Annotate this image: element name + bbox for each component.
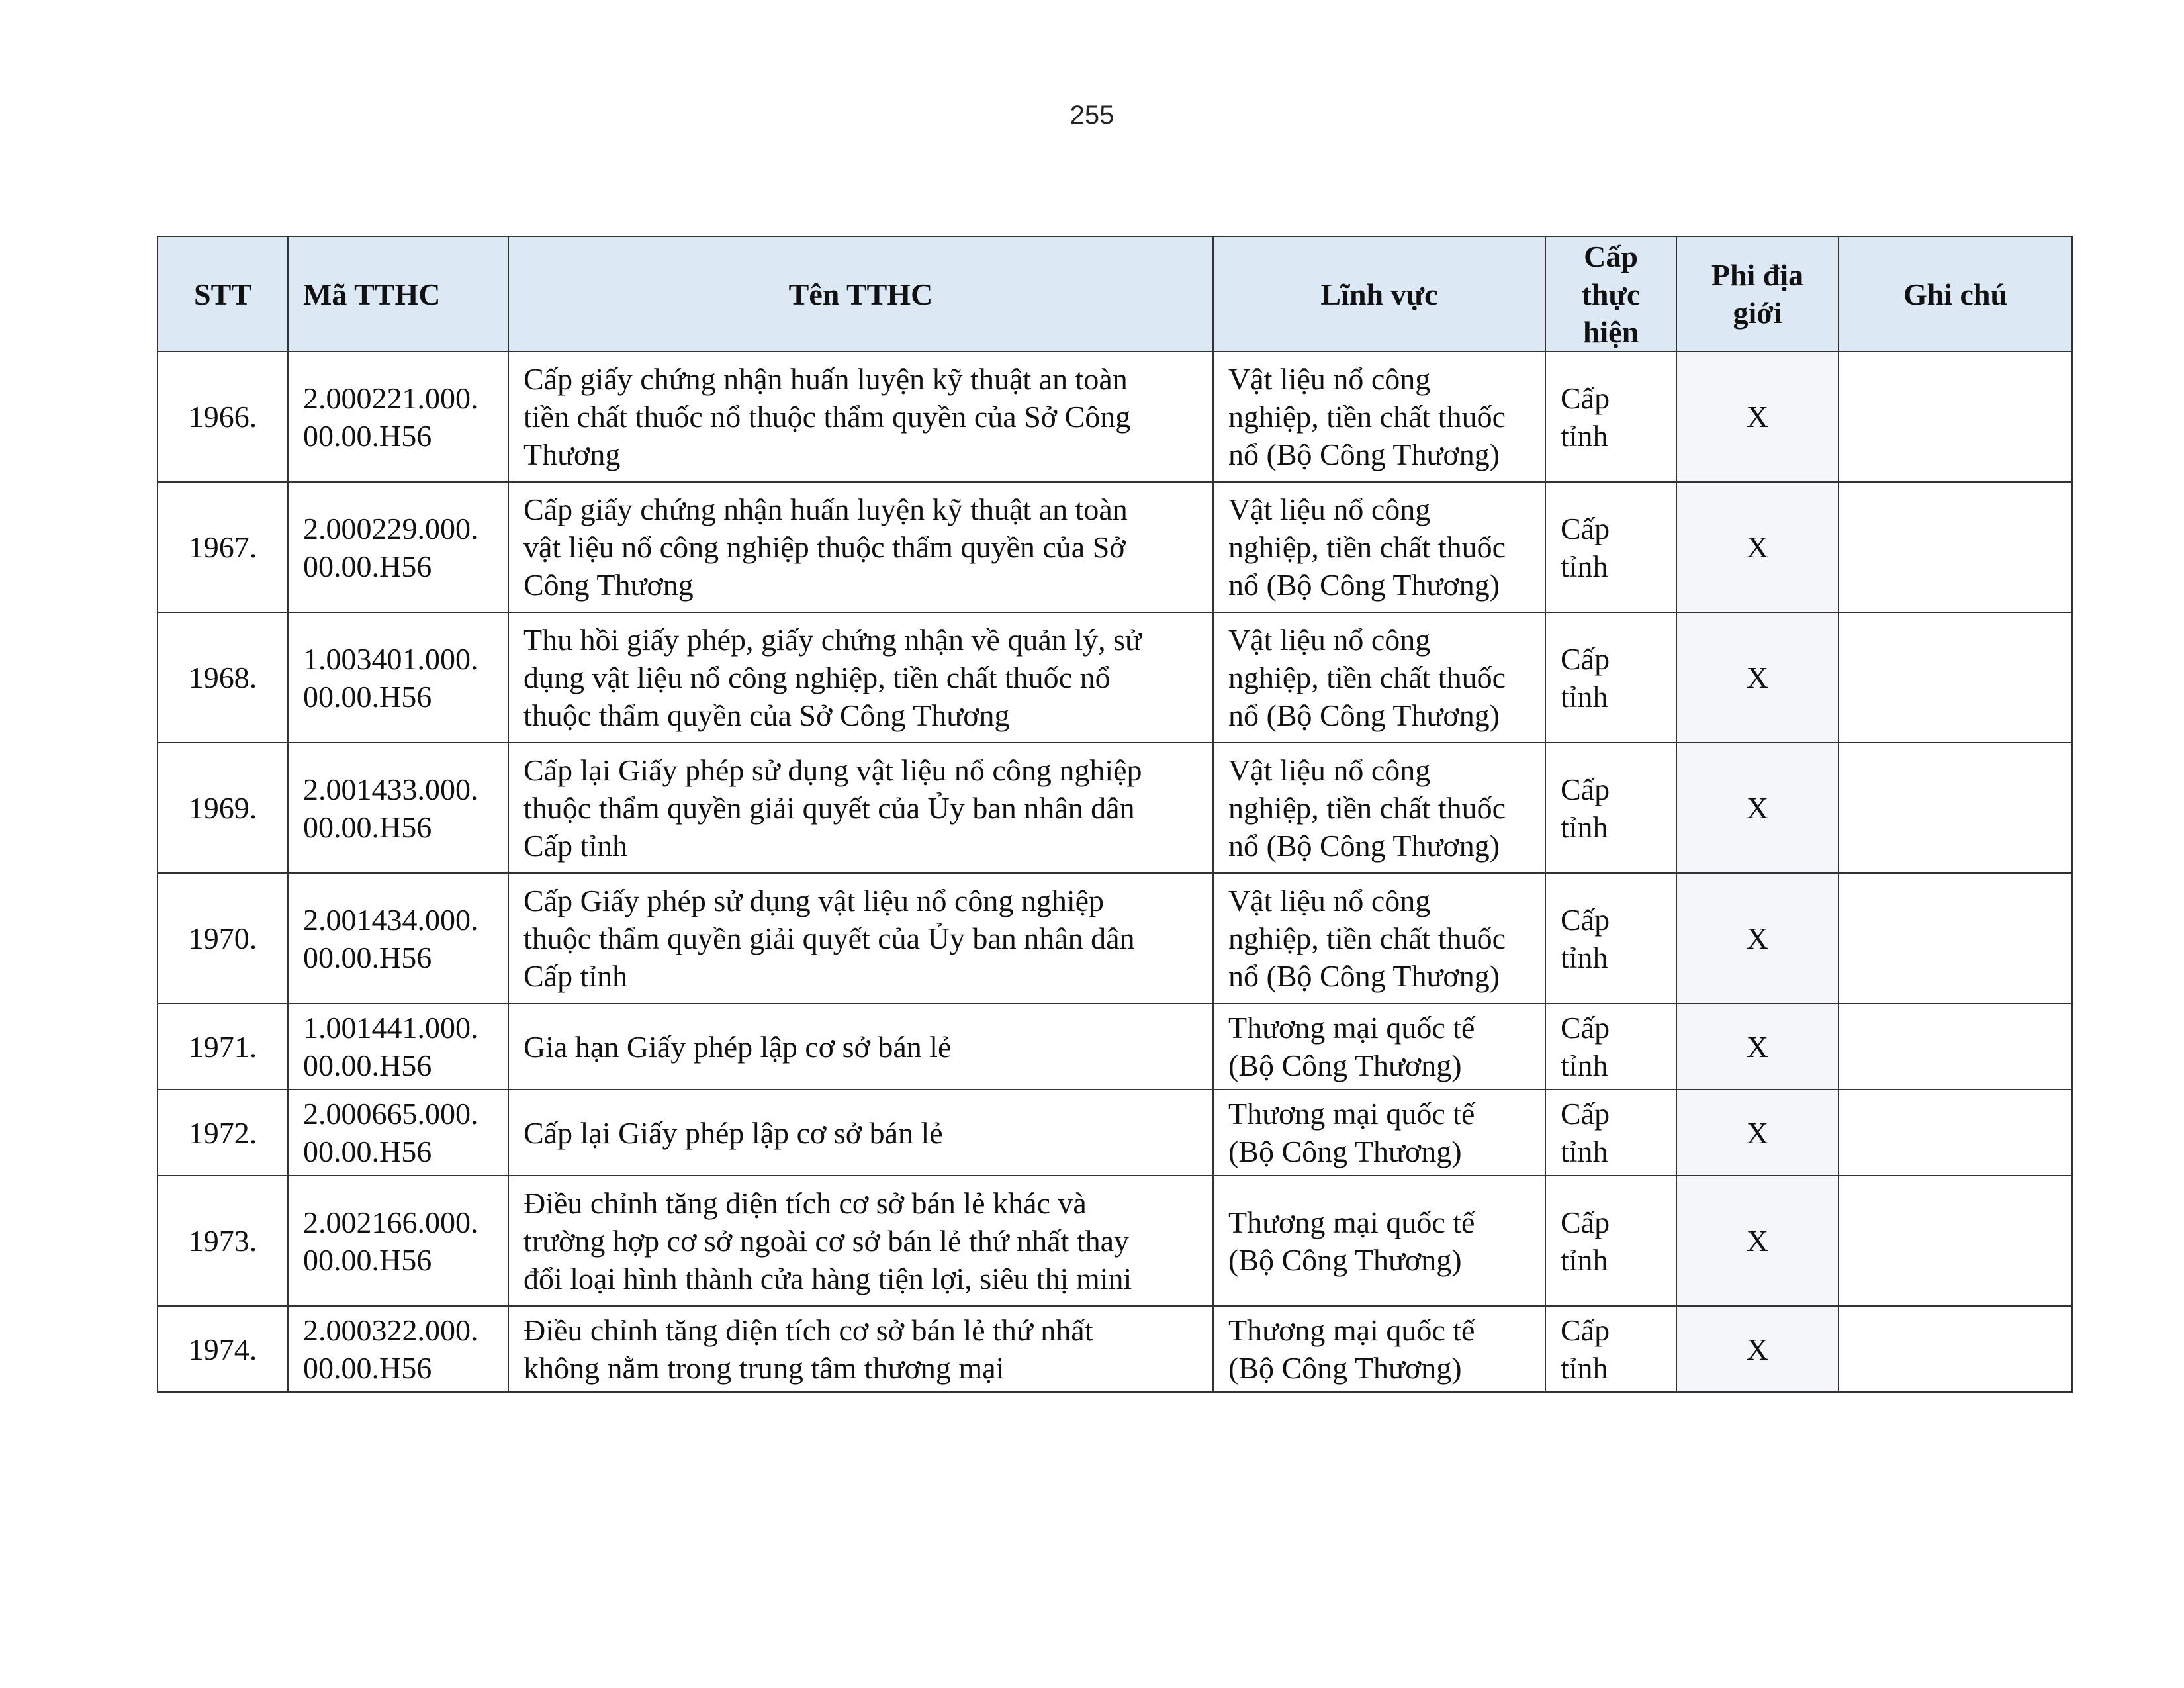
cell-stt: 1968. xyxy=(158,612,288,743)
lv-line: (Bộ Công Thương) xyxy=(1228,1351,1462,1385)
ma-line: 00.00.H56 xyxy=(303,1135,432,1168)
table-row xyxy=(158,482,2072,612)
lv-line: Thương mại quốc tế xyxy=(1228,1313,1475,1347)
table-row xyxy=(158,352,2072,482)
cell-stt: 1973. xyxy=(158,1176,288,1306)
lv-line: nổ (Bộ Công Thương) xyxy=(1228,829,1500,863)
cell-ten-tthc xyxy=(508,352,1213,482)
cell-linh-vuc xyxy=(1213,743,1545,873)
ma-line: 2.002166.000. xyxy=(303,1205,478,1239)
lv-line: nổ (Bộ Công Thương) xyxy=(1228,959,1500,993)
ten-line: thuộc thẩm quyền giải quyết của Ủy ban nhân dân xyxy=(523,921,1135,955)
cell-linh-vuc xyxy=(1213,1306,1545,1392)
cell-ma-tthc xyxy=(288,482,508,612)
cap-line: Cấp xyxy=(1561,902,1610,937)
lv-line: (Bộ Công Thương) xyxy=(1228,1135,1462,1168)
table-row xyxy=(158,1090,2072,1176)
ten-line: Cấp tỉnh xyxy=(523,959,628,993)
cell-cap-thuc-hien xyxy=(1545,743,1676,873)
ma-line: 00.00.H56 xyxy=(303,940,432,974)
header-phi-line: giới xyxy=(1733,296,1782,330)
cell-phi-dia-gioi: X xyxy=(1676,1090,1839,1176)
ten-line: Cấp tỉnh xyxy=(523,829,628,863)
cap-line: tỉnh xyxy=(1561,679,1608,714)
ten-line: đổi loại hình thành cửa hàng tiện lợi, siêu thị mini xyxy=(523,1262,1132,1295)
cap-line: Cấp xyxy=(1561,381,1610,415)
header-ten-tthc: Tên TTHC xyxy=(508,236,1213,352)
ma-line: 2.000322.000. xyxy=(303,1313,478,1347)
cell-stt: 1969. xyxy=(158,743,288,873)
ten-line: dụng vật liệu nổ công nghiệp, tiền chất thuốc nổ xyxy=(523,661,1111,694)
table-row xyxy=(158,1306,2072,1392)
ten-line: Thu hồi giấy phép, giấy chứng nhận về quản lý, sử xyxy=(523,623,1142,657)
lv-line: (Bộ Công Thương) xyxy=(1228,1243,1462,1277)
cell-phi-dia-gioi: X xyxy=(1676,612,1839,743)
ten-line: Điều chỉnh tăng diện tích cơ sở bán lẻ khác và xyxy=(523,1186,1087,1220)
cell-linh-vuc xyxy=(1213,1004,1545,1090)
table-row xyxy=(158,873,2072,1004)
cap-line: tỉnh xyxy=(1561,549,1608,583)
cell-cap-thuc-hien xyxy=(1545,1306,1676,1392)
lv-line: Vật liệu nổ công xyxy=(1228,884,1431,917)
ten-line: Thương xyxy=(523,438,621,471)
cap-line: tỉnh xyxy=(1561,1243,1608,1277)
header-ma-tthc: Mã TTHC xyxy=(288,236,508,352)
cell-cap-thuc-hien xyxy=(1545,1176,1676,1306)
cap-line: Cấp xyxy=(1561,1205,1610,1239)
cell-ten-tthc xyxy=(508,1306,1213,1392)
cell-phi-dia-gioi: X xyxy=(1676,1306,1839,1392)
lv-line: nghiệp, tiền chất thuốc xyxy=(1228,791,1506,825)
lv-line: Vật liệu nổ công xyxy=(1228,753,1431,787)
ten-line: Cấp lại Giấy phép sử dụng vật liệu nổ công nghiệp xyxy=(523,753,1142,787)
cap-line: tỉnh xyxy=(1561,940,1608,974)
cell-phi-dia-gioi: X xyxy=(1676,482,1839,612)
header-phi-line: Phi địa xyxy=(1711,258,1804,292)
cap-line: Cấp xyxy=(1561,1097,1610,1131)
ma-line: 00.00.H56 xyxy=(303,1243,432,1277)
cell-ten-tthc xyxy=(508,1176,1213,1306)
ma-line: 1.001441.000. xyxy=(303,1011,478,1045)
cap-line: Cấp xyxy=(1561,772,1610,806)
cell-ghi-chu xyxy=(1839,873,2072,1004)
cell-linh-vuc xyxy=(1213,612,1545,743)
cell-ten-tthc xyxy=(508,1090,1213,1176)
lv-line: nổ (Bộ Công Thương) xyxy=(1228,568,1500,602)
cell-stt: 1971. xyxy=(158,1004,288,1090)
ten-line: Cấp Giấy phép sử dụng vật liệu nổ công nghiệp xyxy=(523,884,1105,917)
cell-ghi-chu xyxy=(1839,1176,2072,1306)
cell-stt: 1966. xyxy=(158,352,288,482)
lv-line: Vật liệu nổ công xyxy=(1228,623,1431,657)
lv-line: Vật liệu nổ công xyxy=(1228,362,1431,396)
procedures-table xyxy=(157,236,2073,1393)
cell-cap-thuc-hien xyxy=(1545,352,1676,482)
ten-line: không nằm trong trung tâm thương mại xyxy=(523,1351,1005,1385)
ten-line: Cấp giấy chứng nhận huấn luyện kỹ thuật an toàn xyxy=(523,492,1128,526)
lv-line: nghiệp, tiền chất thuốc xyxy=(1228,921,1506,955)
cap-line: tỉnh xyxy=(1561,1351,1608,1385)
lv-line: nổ (Bộ Công Thương) xyxy=(1228,698,1500,732)
page-number: 255 xyxy=(1069,101,1115,130)
cell-phi-dia-gioi: X xyxy=(1676,352,1839,482)
cell-phi-dia-gioi: X xyxy=(1676,743,1839,873)
table-row xyxy=(158,743,2072,873)
cell-ghi-chu xyxy=(1839,743,2072,873)
cell-phi-dia-gioi: X xyxy=(1676,1004,1839,1090)
cell-ma-tthc xyxy=(288,743,508,873)
cell-cap-thuc-hien xyxy=(1545,482,1676,612)
cell-ghi-chu xyxy=(1839,482,2072,612)
cap-line: tỉnh xyxy=(1561,418,1608,453)
ma-line: 2.001434.000. xyxy=(303,902,478,937)
lv-line: (Bộ Công Thương) xyxy=(1228,1049,1462,1082)
table-header-row xyxy=(158,236,2072,352)
lv-line: Vật liệu nổ công xyxy=(1228,492,1431,526)
lv-line: Thương mại quốc tế xyxy=(1228,1097,1475,1131)
header-phi-dia-gioi xyxy=(1676,236,1839,352)
ma-line: 2.000221.000. xyxy=(303,381,478,415)
ten-line: thuộc thẩm quyền giải quyết của Ủy ban nhân dân xyxy=(523,791,1135,825)
ma-line: 2.000665.000. xyxy=(303,1097,478,1131)
cell-ten-tthc xyxy=(508,743,1213,873)
cell-phi-dia-gioi: X xyxy=(1676,873,1839,1004)
ten-line: Điều chỉnh tăng diện tích cơ sở bán lẻ thứ nhất xyxy=(523,1313,1093,1347)
ten-line: Cấp lại Giấy phép lập cơ sở bán lẻ xyxy=(523,1115,943,1150)
cell-ma-tthc xyxy=(288,612,508,743)
ma-line: 00.00.H56 xyxy=(303,1049,432,1082)
ten-line: Cấp giấy chứng nhận huấn luyện kỹ thuật an toàn xyxy=(523,362,1128,396)
cell-ten-tthc xyxy=(508,873,1213,1004)
lv-line: Thương mại quốc tế xyxy=(1228,1205,1475,1239)
cell-cap-thuc-hien xyxy=(1545,1090,1676,1176)
header-ghi-chu: Ghi chú xyxy=(1839,236,2072,352)
ten-line: thuộc thẩm quyền của Sở Công Thương xyxy=(523,698,1010,732)
cap-line: Cấp xyxy=(1561,511,1610,545)
header-cap-thuc-hien xyxy=(1545,236,1676,352)
ma-line: 00.00.H56 xyxy=(303,418,432,453)
ma-line: 00.00.H56 xyxy=(303,1351,432,1385)
cell-linh-vuc xyxy=(1213,1176,1545,1306)
lv-line: nghiệp, tiền chất thuốc xyxy=(1228,530,1506,564)
cell-ma-tthc xyxy=(288,352,508,482)
cell-stt: 1967. xyxy=(158,482,288,612)
cell-ten-tthc xyxy=(508,482,1213,612)
lv-line: nổ (Bộ Công Thương) xyxy=(1228,438,1500,471)
header-cap-line: Cấp xyxy=(1584,239,1638,273)
ma-line: 1.003401.000. xyxy=(303,641,478,676)
cell-linh-vuc xyxy=(1213,482,1545,612)
cell-cap-thuc-hien xyxy=(1545,1004,1676,1090)
lv-line: Thương mại quốc tế xyxy=(1228,1011,1475,1045)
cap-line: tỉnh xyxy=(1561,1049,1608,1082)
cell-stt: 1974. xyxy=(158,1306,288,1392)
header-cap-line: hiện xyxy=(1582,314,1639,349)
cell-stt: 1970. xyxy=(158,873,288,1004)
table-row xyxy=(158,612,2072,743)
cell-ma-tthc xyxy=(288,1004,508,1090)
ma-line: 2.000229.000. xyxy=(303,511,478,545)
cell-ten-tthc xyxy=(508,1004,1213,1090)
cap-line: Cấp xyxy=(1561,1313,1610,1347)
ma-line: 00.00.H56 xyxy=(303,549,432,583)
cell-ghi-chu xyxy=(1839,612,2072,743)
header-linh-vuc: Lĩnh vực xyxy=(1213,236,1545,352)
cap-line: tỉnh xyxy=(1561,810,1608,844)
cell-ma-tthc xyxy=(288,1090,508,1176)
cap-line: Cấp xyxy=(1561,1011,1610,1045)
ma-line: 2.001433.000. xyxy=(303,772,478,806)
lv-line: nghiệp, tiền chất thuốc xyxy=(1228,400,1506,434)
table-row xyxy=(158,1004,2072,1090)
ten-line: vật liệu nổ công nghiệp thuộc thẩm quyền của Sở xyxy=(523,530,1126,564)
cell-ghi-chu xyxy=(1839,1306,2072,1392)
cell-ghi-chu xyxy=(1839,1090,2072,1176)
cell-ghi-chu xyxy=(1839,1004,2072,1090)
header-stt: STT xyxy=(158,236,288,352)
ma-line: 00.00.H56 xyxy=(303,810,432,844)
cell-phi-dia-gioi: X xyxy=(1676,1176,1839,1306)
cell-cap-thuc-hien xyxy=(1545,612,1676,743)
cell-ma-tthc xyxy=(288,873,508,1004)
cell-ma-tthc xyxy=(288,1306,508,1392)
cap-line: Cấp xyxy=(1561,641,1610,676)
ten-line: trường hợp cơ sở ngoài cơ sở bán lẻ thứ nhất thay xyxy=(523,1224,1130,1258)
cell-ma-tthc xyxy=(288,1176,508,1306)
cell-ten-tthc xyxy=(508,612,1213,743)
cap-line: tỉnh xyxy=(1561,1135,1608,1168)
ten-line: tiền chất thuốc nổ thuộc thẩm quyền của Sở Công xyxy=(523,400,1131,434)
cell-ghi-chu xyxy=(1839,352,2072,482)
cell-stt: 1972. xyxy=(158,1090,288,1176)
table-row xyxy=(158,1176,2072,1306)
cell-linh-vuc xyxy=(1213,873,1545,1004)
cell-cap-thuc-hien xyxy=(1545,873,1676,1004)
ma-line: 00.00.H56 xyxy=(303,679,432,714)
header-cap-line: thực xyxy=(1581,277,1641,311)
ten-line: Gia hạn Giấy phép lập cơ sở bán lẻ xyxy=(523,1029,952,1064)
cell-linh-vuc xyxy=(1213,352,1545,482)
lv-line: nghiệp, tiền chất thuốc xyxy=(1228,661,1506,694)
ten-line: Công Thương xyxy=(523,568,694,602)
cell-linh-vuc xyxy=(1213,1090,1545,1176)
